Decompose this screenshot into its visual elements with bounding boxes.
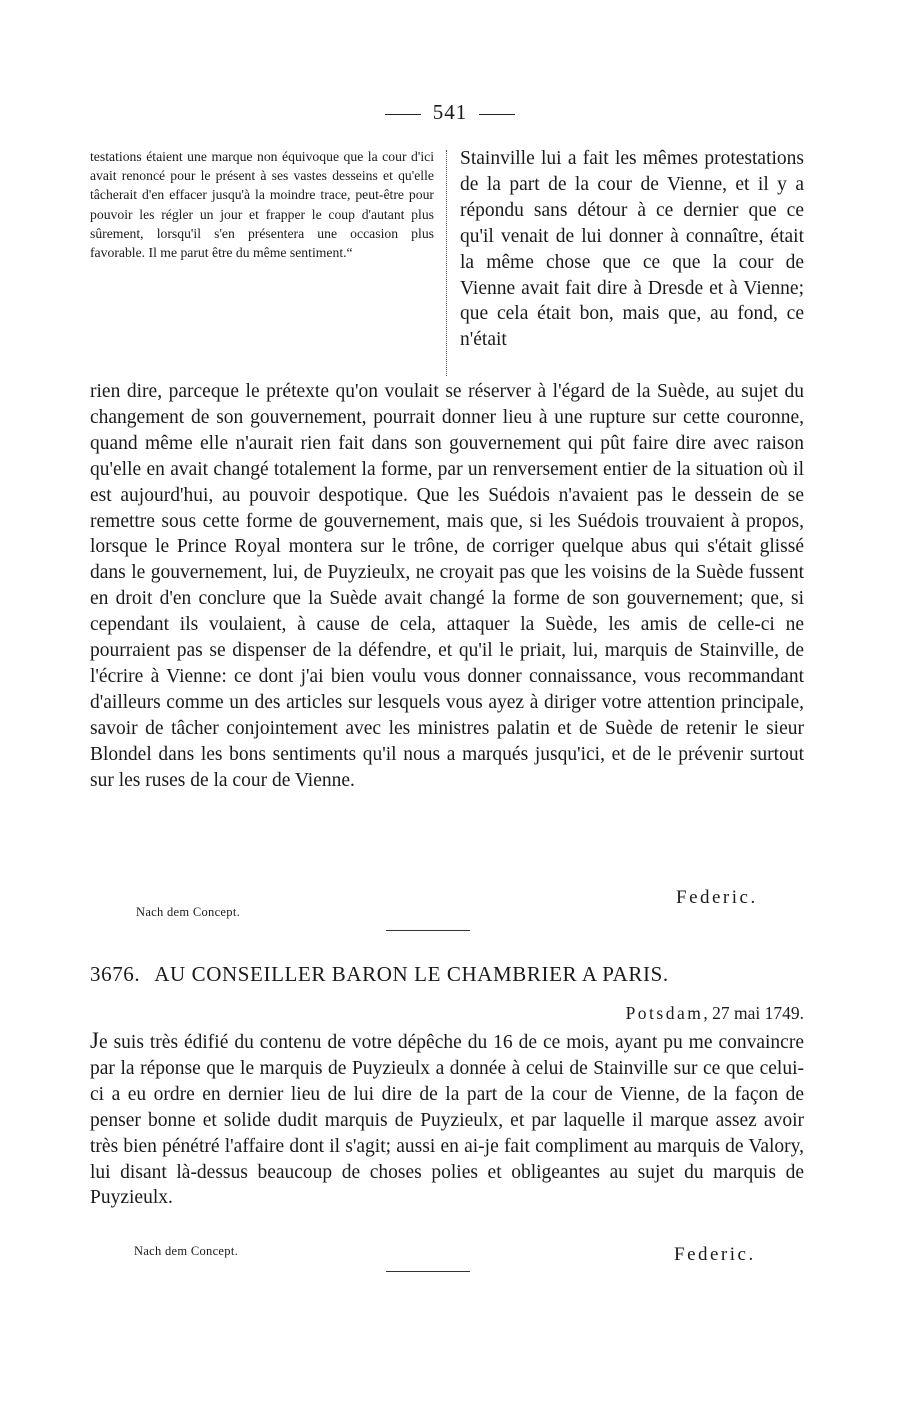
main-column-text: Stainville lui a fait les mêmes protestations de la part de la cour de Vienne, et il y a répondu sans détour à ce dernier que ce qu'il venait de lui donner à connaître, était la même chose que ce que la cour de Vienne avait fait dire à Dresde et à Vienne; que cela était bon, mais que, au fond, ce n'était bbox=[460, 148, 804, 351]
letter-1-source-note: Nach dem Concept. bbox=[136, 905, 241, 919]
letter-2-number: 3676. bbox=[90, 962, 141, 986]
main-text-column bbox=[460, 146, 804, 353]
letter-2-body-paragraph bbox=[90, 1028, 804, 1211]
main-full-text: rien dire, parceque le prétexte qu'on voulait se réserver à l'égard de la Suède, au sujet du changement de son gouvernement, pourrait donner lieu à une rupture sur cette couronne, quand même elle n'aurait rien fait dans son gouvernement qui pût faire dire avec raison qu'elle en avait changé totalement la forme, par un renversement entier de la situation où il est aujourd'hui, au pouvoir despotique. Que les Suédois n'avaient pas le dessein de se remettre sous cette forme de gouvernement, mais que, si les Suédois trouvaient à propos, lorsque le Prince Royal montera sur le trône, de corriger quelque abus qui s'était glissé dans le gouvernement, lui, de Puyzieulx, ne croyait pas que les voisins de la Suède fussent en droit d'en conclure que la Suède avait changé la forme de son gouvernement; que, si cependant ils voulaient, à cause de cela, attaquer la Suède, les amis de celle-ci ne pourraient pas se dispenser de la défendre, et qu'il le priait, lui, marquis de Stainville, de l'écrire à Vienne: ce dont j'ai bien voulu vous donner connaissance, vous recommandant d'ailleurs comme un des articles sur lesquels vous ayez à diriger votre attention principale, savoir de tâcher conjointement avec les ministres palatin et de Suède de retenir le sieur Blondel dans les bons sentiments qu'il nous a marqués jusqu'ici, et de le prévenir surtout sur les ruses de la cour de Vienne. bbox=[90, 381, 804, 791]
main-text-full-width bbox=[90, 379, 804, 794]
letter-2-heading bbox=[90, 962, 804, 987]
letter-2-body-text: e suis très édifié du contenu de votre dépêche du 16 de ce mois, ayant pu me convaincre par la réponse que le marquis de Puyzieulx a donnée à celui de Stainville sur ce que celui-ci a eu ordre en dernier lieu de lui dire de la part de la cour de Vienne, de la façon de penser bonne et solide dudit marquis de Puyzieulx, et par laquelle il marque assez avoir très bien pénétré l'affaire dont il s'agit; aussi en ai-je fait compliment au marquis de Valory, lui disant là-dessus beaucoup de choses polies et obligeantes au sujet du marquis de Puyzieulx. bbox=[90, 1032, 804, 1209]
letter-1-signature: Federic. bbox=[676, 887, 758, 908]
letter-2-source-note: Nach dem Concept. bbox=[134, 1244, 239, 1258]
letter-2-body bbox=[90, 1028, 804, 1211]
end-rule bbox=[386, 1271, 470, 1272]
footnote-text: testations étaient une marque non équivoque que la cour d'ici avait renoncé pour le présent à ses vastes desseins et qu'elle tâcherait d'en effacer jusqu'à la moindre trace, peut-être pour pouvoir les régler un jour et frapper le coup d'autant plus sûrement, lorsqu'il s'en présentera une occasion plus favorable. Il me parut être du même sentiment.“ bbox=[90, 149, 434, 261]
letter-2-date: , 27 mai 1749. bbox=[703, 1003, 804, 1023]
letter-2-heading-text: AU CONSEILLER BARON LE CHAMBRIER A PARIS. bbox=[154, 962, 669, 986]
page-number-text: 541 bbox=[432, 100, 468, 124]
section-separator-rule bbox=[386, 930, 470, 931]
letter-2-signature: Federic. bbox=[674, 1244, 756, 1265]
letter-2-initial: J bbox=[90, 1028, 99, 1053]
footnote-column bbox=[90, 147, 434, 262]
letter-2-dateline bbox=[460, 1003, 804, 1024]
page-number-left-dash bbox=[385, 114, 421, 115]
letter-2-place: Potsdam bbox=[625, 1003, 704, 1023]
column-divider bbox=[446, 150, 447, 376]
page-number bbox=[0, 100, 900, 125]
page-number-right-dash bbox=[479, 114, 515, 115]
